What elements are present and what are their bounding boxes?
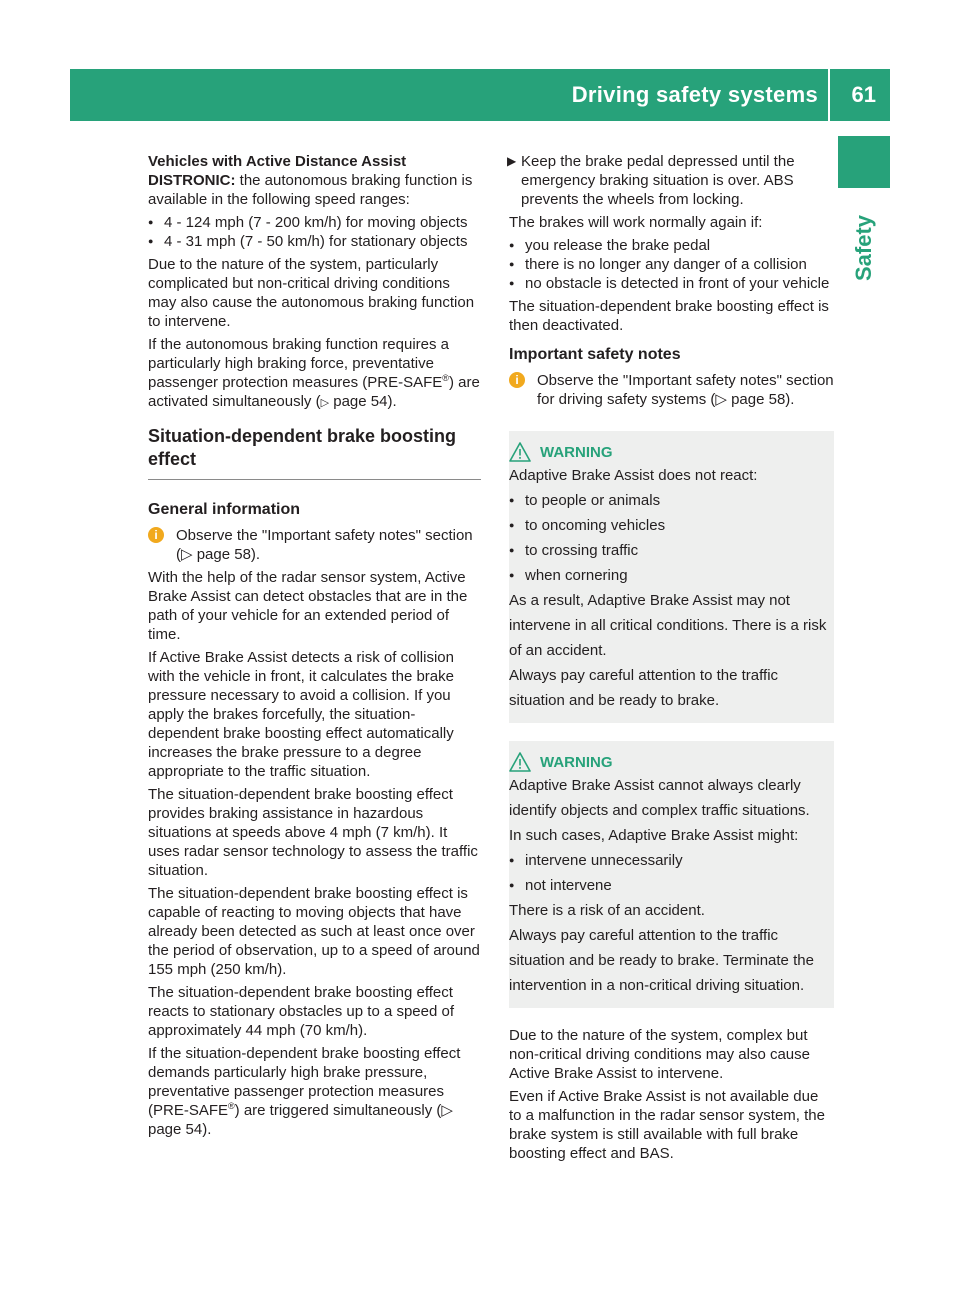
paragraph: As a result, Adaptive Brake Assist may not intervene in all critical conditions. There is a risk of an accident.	[509, 592, 827, 659]
step-arrow-icon: ▶	[507, 154, 517, 168]
paragraph: Always pay careful attention to the traffic situation and be ready to brake.	[509, 667, 779, 709]
header-bar	[70, 69, 890, 121]
list-item: ● there is no longer any danger of a collision	[509, 255, 834, 274]
header-divider	[828, 69, 830, 121]
list-item: ● intervene unnecessarily	[509, 848, 834, 873]
info-note: i Observe the "Important safety notes" section (▷ page 58).	[148, 526, 481, 564]
paragraph: Adaptive Brake Assist does not react:	[509, 467, 758, 484]
list-item: ● no obstacle is detected in front of your vehicle	[509, 274, 834, 293]
paragraph: The situation-dependent brake boosting effect is then deactivated.	[509, 298, 829, 334]
warning-title: WARNING	[540, 753, 613, 771]
list-item: ● to crossing traffic	[509, 538, 834, 563]
warning-header	[509, 441, 834, 463]
chapter-tab-marker	[838, 136, 890, 188]
info-icon: i	[148, 527, 164, 543]
list-item: ● 4 - 31 mph (7 - 50 km/h) for stationary objects	[148, 232, 481, 251]
list-item: ● not intervene	[509, 873, 834, 898]
warning-triangle-icon	[509, 752, 531, 772]
subheading: General information	[148, 501, 301, 518]
warning-box	[509, 741, 834, 1008]
paragraph: The brakes will work normally again if:	[509, 214, 763, 231]
warning-title: WARNING	[540, 443, 613, 461]
info-note: i Observe the "Important safety notes" section for driving safety systems (▷ page 58).	[509, 371, 834, 409]
warning-box	[509, 431, 834, 723]
paragraph: Always pay careful attention to the traffic situation and be ready to brake. Terminate the intervention in a non-critical driving situation.	[509, 927, 814, 994]
info-icon: i	[509, 372, 525, 388]
page-number: 61	[851, 82, 876, 107]
paragraph: Due to the nature of the system, complex but non-critical driving conditions may also cause Active Brake Assist to intervene.	[509, 1027, 810, 1082]
section-title: Driving safety systems	[571, 82, 818, 107]
bold-lead: Vehicles with Active Distance Assist DISTRONIC:	[148, 153, 407, 189]
right-column	[509, 152, 834, 1167]
paragraph: The situation-dependent brake boosting effect is capable of reacting to moving objects that have already been detected as such at least once over the period of observation, up to a speed of around 155 mph (250 km/h).	[148, 885, 480, 978]
instruction-step: ▶ Keep the brake pedal depressed until the emergency braking situation is over. ABS prevents the wheels from locking.	[507, 153, 795, 208]
list-item: ● to oncoming vehicles	[509, 513, 834, 538]
registered-mark: ®	[442, 373, 449, 383]
paragraph: Even if Active Brake Assist is not available due to a malfunction in the radar sensor system, the brake system is still available with full brake boosting effect and BAS.	[509, 1088, 825, 1162]
paragraph: If the autonomous braking function requires a particularly high braking force, preventative passenger protection measures (PRE-SAFE®) are activated simultaneously (▷ page 54).	[148, 336, 480, 410]
paragraph: Vehicles with Active Distance Assist DISTRONIC: the autonomous braking function is available in the following speed ranges:	[148, 153, 473, 208]
warning-header	[509, 751, 834, 773]
registered-mark: ®	[228, 1101, 235, 1111]
paragraph: If Active Brake Assist detects a risk of collision with the vehicle in front, it calculates the brake pressure necessary to avoid a collision. If you apply the brakes forcefully, the situation-dependent brake boosting effect automatically increases the brake pressure to a degree appropriate to the traffic situation.	[148, 649, 454, 780]
paragraph: The situation-dependent brake boosting effect provides braking assistance in hazardous situations at speeds above 4 mph (7 km/h). It uses radar sensor technology to assess the traffic situation.	[148, 786, 478, 879]
speed-range-list	[148, 213, 481, 251]
paragraph: With the help of the radar sensor system, Active Brake Assist can detect obstacles that are in the path of your vehicle for an extended period of time.	[148, 569, 468, 643]
condition-list	[509, 236, 834, 293]
list-item: ● to people or animals	[509, 488, 834, 513]
section-heading: Situation-dependent brake boosting effect	[148, 426, 457, 469]
paragraph: If the situation-dependent brake boosting effect demands particularly high brake pressure, preventative passenger protection measures (PRE-SAFE®) are triggered simultaneously (▷ page 54).	[148, 1045, 461, 1138]
chapter-tab-label: Safety	[851, 214, 877, 282]
paragraph: In such cases, Adaptive Brake Assist might:	[509, 827, 799, 844]
heading-rule	[148, 479, 481, 480]
list-item: ● you release the brake pedal	[509, 236, 834, 255]
paragraph: Due to the nature of the system, particularly complicated but non-critical driving conditions may also cause the autonomous braking function to intervene.	[148, 256, 475, 330]
list-item: ● when cornering	[509, 563, 834, 588]
warning-triangle-icon	[509, 442, 531, 462]
left-column	[148, 152, 481, 1143]
warning-list	[509, 488, 834, 588]
page-ref-arrow-icon: ▷	[320, 397, 330, 409]
paragraph: The situation-dependent brake boosting effect reacts to stationary obstacles up to a speed of approximately 44 mph (70 km/h).	[148, 984, 455, 1039]
paragraph: There is a risk of an accident.	[509, 902, 705, 919]
chapter-tab	[843, 208, 885, 288]
subheading: Important safety notes	[509, 346, 681, 363]
list-item: ● 4 - 124 mph (7 - 200 km/h) for moving objects	[148, 213, 481, 232]
paragraph: Adaptive Brake Assist cannot always clearly identify objects and complex traffic situations.	[509, 777, 810, 819]
warning-list	[509, 848, 834, 898]
